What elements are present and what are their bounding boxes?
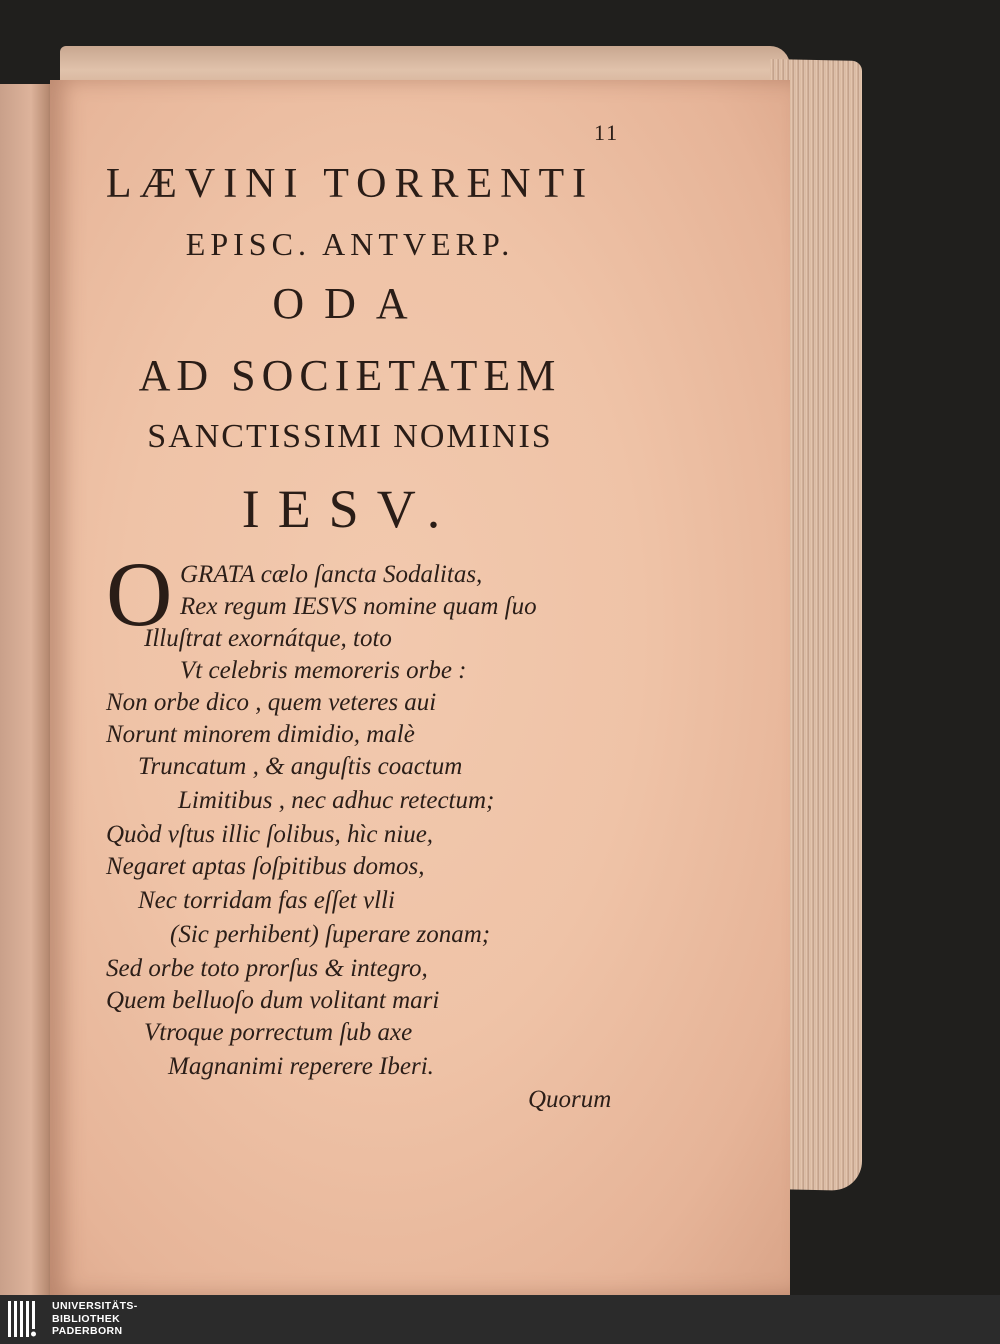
poem-line: Vt celebris memoreris orbe : [180,657,467,684]
poem-line: Truncatum , & anguſtis coactum [138,753,463,780]
title-name: IESV. [241,479,459,539]
poem-line: Illuſtrat exornátque, toto [144,625,392,652]
poem-line: Quòd vſtus illic ſolibus, hìc niue, [106,821,434,848]
title-author: LÆVINI TORRENTI [105,161,595,207]
title-oda: ODA [272,279,428,328]
poem-line: GRATA cælo ſancta Sodalitas, [180,561,483,588]
poem-line: Limitibus , nec adhuc retectum; [178,787,495,814]
library-logo-icon [8,1301,38,1337]
title-office: EPISC. ANTVERP. [185,226,515,262]
drop-cap: O [106,543,173,645]
poem-line: Sed orbe toto prorſus & integro, [106,955,428,982]
poem-line: Vtroque porrectum ſub axe [144,1019,413,1046]
title-dedication: AD SOCIETATEM [138,351,562,400]
previous-page-edge [0,84,56,1295]
logo-line: UNIVERSITÄTS- [52,1300,138,1312]
poem-line: Nec torridam fas eſſet vlli [138,887,395,914]
footer-bar [0,1295,1000,1344]
catchword: Quorum [528,1086,612,1113]
page-number: 11 [594,120,620,145]
logo-line: BIBLIOTHEK [52,1312,121,1325]
poem-line: Non orbe dico , quem veteres aui [106,689,437,716]
poem-line: Negaret aptas ſoſpitibus domos, [106,853,425,880]
poem-line: Rex regum IESVS nomine quam ſuo [180,593,537,620]
title-dedication-2: SANCTISSIMI NOMINIS [147,418,553,455]
poem-line: Magnanimi reperere Iberi. [168,1053,434,1080]
poem-line: Norunt minorem dimidio, malè [106,721,415,748]
poem-line: Quem belluoſo dum volitant mari [106,987,440,1014]
library-logo-text [52,1300,138,1338]
logo-line: PADERBORN [52,1325,123,1337]
poem-line: (Sic perhibent) ſuperare zonam; [170,921,491,948]
